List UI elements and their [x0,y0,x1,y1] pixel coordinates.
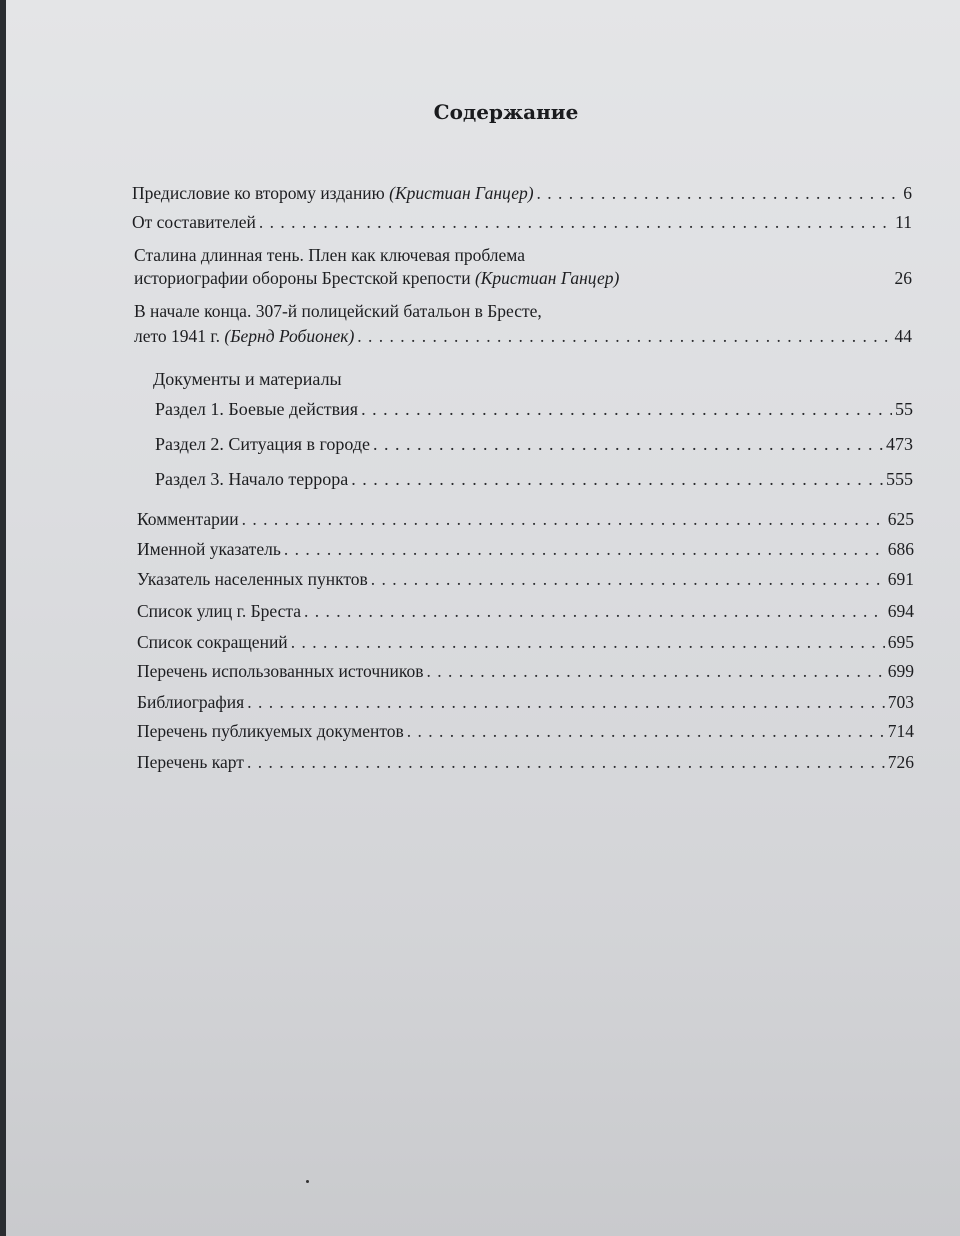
toc-entry [137,721,914,742]
toc-entry [134,326,912,347]
toc-page-number: 44 [894,326,912,346]
toc-entry [137,509,914,530]
book-page [6,0,960,1236]
toc-page-number: 55 [895,399,913,419]
toc-page-number: 695 [887,632,914,652]
toc-entry-label: Именной указатель [137,539,281,559]
toc-entry-author: (Кристиан Ганцер) [389,183,534,203]
toc-entry-label: лето 1941 г. [134,326,225,346]
toc-page-number: 6 [903,183,912,203]
dot-leader [291,632,885,653]
toc-entry [137,569,914,590]
toc-entry [137,539,914,560]
toc-entry-label: Список улиц г. Бреста [137,601,301,621]
toc-entry-label: Перечень карт [137,752,244,772]
toc-page-number: 26 [894,268,912,288]
toc-entry-label: Комментарии [137,509,239,529]
table-of-contents [6,0,960,1236]
dot-leader [371,569,885,590]
toc-entry [137,601,914,622]
toc-page-number: 691 [887,569,914,589]
dot-leader [357,326,891,347]
toc-entry [137,752,914,773]
toc-entry-label: Перечень использованных источников [137,661,424,681]
toc-entry [137,661,914,682]
dot-leader [259,212,892,233]
toc-section [155,469,913,490]
toc-page-number: 473 [886,434,913,454]
toc-section-label: Раздел 3. Начало террора [155,469,349,489]
dot-leader [247,692,885,713]
dot-leader [304,601,885,622]
toc-entry-title-line: В начале конца. 307-й полицейский батальон в Бресте, [134,301,542,321]
toc-page-number: 11 [895,212,912,232]
toc-page-number: 686 [887,539,914,559]
toc-entry [137,692,914,713]
toc-page-number: 714 [887,721,914,741]
dot-leader [361,399,892,420]
dot-leader [537,183,901,204]
toc-entry-label: историографии обороны Брестской крепости [134,268,475,288]
stray-mark [306,1180,309,1183]
toc-page-number: 703 [887,692,914,712]
toc-page-number: 694 [887,601,914,621]
toc-page-number: 726 [887,752,914,772]
toc-page-number: 699 [887,661,914,681]
toc-entry-label: Список сокращений [137,632,288,652]
toc-entry-label: Указатель населенных пунктов [137,569,368,589]
toc-page-number: 555 [886,469,913,489]
toc-entry-label: От составителей [132,212,256,232]
toc-section-label: Раздел 1. Боевые действия [155,399,359,419]
toc-section [155,434,913,455]
toc-entry [134,268,912,289]
dot-leader [407,721,885,742]
dot-leader [284,539,885,560]
dot-leader [373,434,883,455]
toc-entry-author: (Бернд Робионек) [224,326,355,346]
toc-entry [137,632,914,653]
toc-entry-label: Предисловие ко второму изданию [132,183,390,203]
dot-leader [427,661,885,682]
toc-entry [132,183,912,204]
toc-page-number: 625 [887,509,914,529]
toc-section [155,399,913,420]
toc-section-label: Раздел 2. Ситуация в городе [155,434,371,454]
toc-entry-label: Перечень публикуемых документов [137,721,404,741]
dot-leader [351,469,883,490]
section-heading: Документы и материалы [153,369,342,389]
page-title: Содержание [433,100,579,124]
toc-entry [132,212,912,233]
toc-entry-author: (Кристиан Ганцер) [474,268,620,288]
toc-entry-title-line: Сталина длинная тень. Плен как ключевая проблема [134,245,526,265]
dot-leader [242,509,885,530]
toc-entry-label: Библиография [137,692,245,712]
dot-leader [247,752,885,773]
